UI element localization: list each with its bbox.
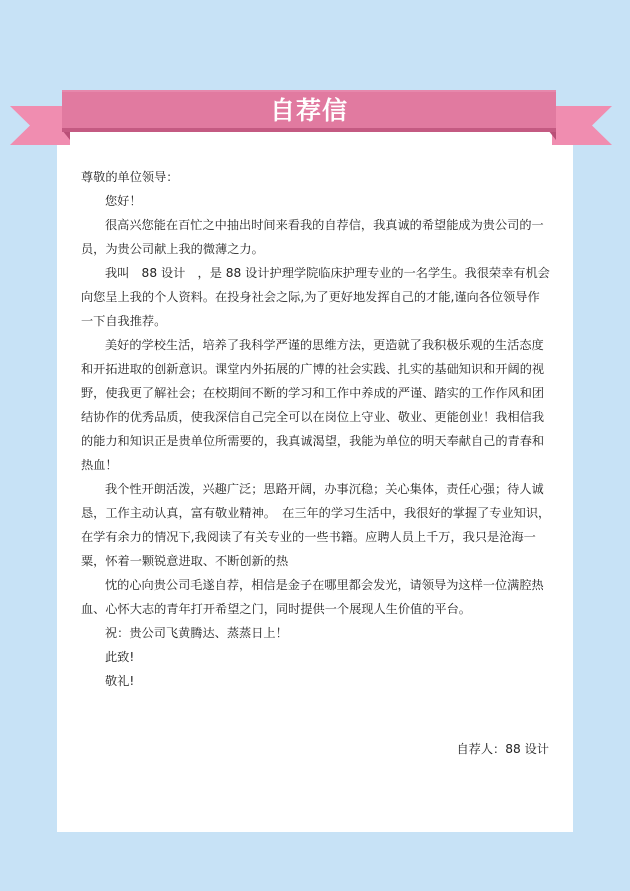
blessing: 祝：贵公司飞黄腾达、蒸蒸日上！ <box>105 626 288 640</box>
paragraph: 我个性开朗活泼，兴趣广泛；思路开阔，办事沉稳；关心集体，责任心强；待人诚恳，工作主动认真，富有敬业精神。 在三年的学习生活中，我很好的掌握了专业知识，在学有余力的情况下,我阅读了有关专业的一些书籍。应聘人员上千万，我只是沧海一粟，怀着一颗锐意进取、不断创新的热 <box>81 482 551 568</box>
paragraph: 美好的学校生活，培养了我科学严谨的思维方法，更造就了我积极乐观的生活态度和开拓进取的创新意识。课堂内外拓展的广博的社会实践、扎实的基础知识和开阔的视野，使我更了解社会；在校期间不断的学习和工作中养成的严谨、踏实的工作作风和团结协作的优秀品质，使我深信自己完全可以在岗位上守业、敬业、更能创业！我相信我的能力和知识正是贵单位所需要的，我真诚渴望，我能为单位的明天奉献自己的青春和热血！ <box>81 338 545 472</box>
paragraph: 忱的心向贵公司毛遂自荐，相信是金子在哪里都会发光，请领导为这样一位满腔热血、心怀大志的青年打开希望之门，同时提供一个展现人生价值的平台。 <box>81 578 544 616</box>
page-title: 自荐信 <box>269 96 348 125</box>
ribbon-left-tail <box>10 106 70 145</box>
letter-body <box>81 165 551 693</box>
paragraph: 我叫 88 设计 ，是 88 设计护理学院临床护理专业的一名学生。我很荣幸有机会向您呈上我的个人资料。在投身社会之际,为了更好地发挥自己的才能,谨向各位领导作一下自我推荐。 <box>81 266 550 328</box>
signature: 自荐人：88 设计 <box>456 742 549 756</box>
regards: 敬礼! <box>105 674 135 688</box>
paragraph: 很高兴您能在百忙之中抽出时间来看我的自荐信，我真诚的希望能成为贵公司的一员，为贵公司献上我的微薄之力。 <box>81 218 544 256</box>
title-ribbon <box>0 0 630 160</box>
salutation: 尊敬的单位领导： <box>81 170 179 184</box>
ribbon-right-tail <box>552 106 612 145</box>
closing: 此致! <box>105 650 135 664</box>
greeting: 您好！ <box>105 194 142 208</box>
